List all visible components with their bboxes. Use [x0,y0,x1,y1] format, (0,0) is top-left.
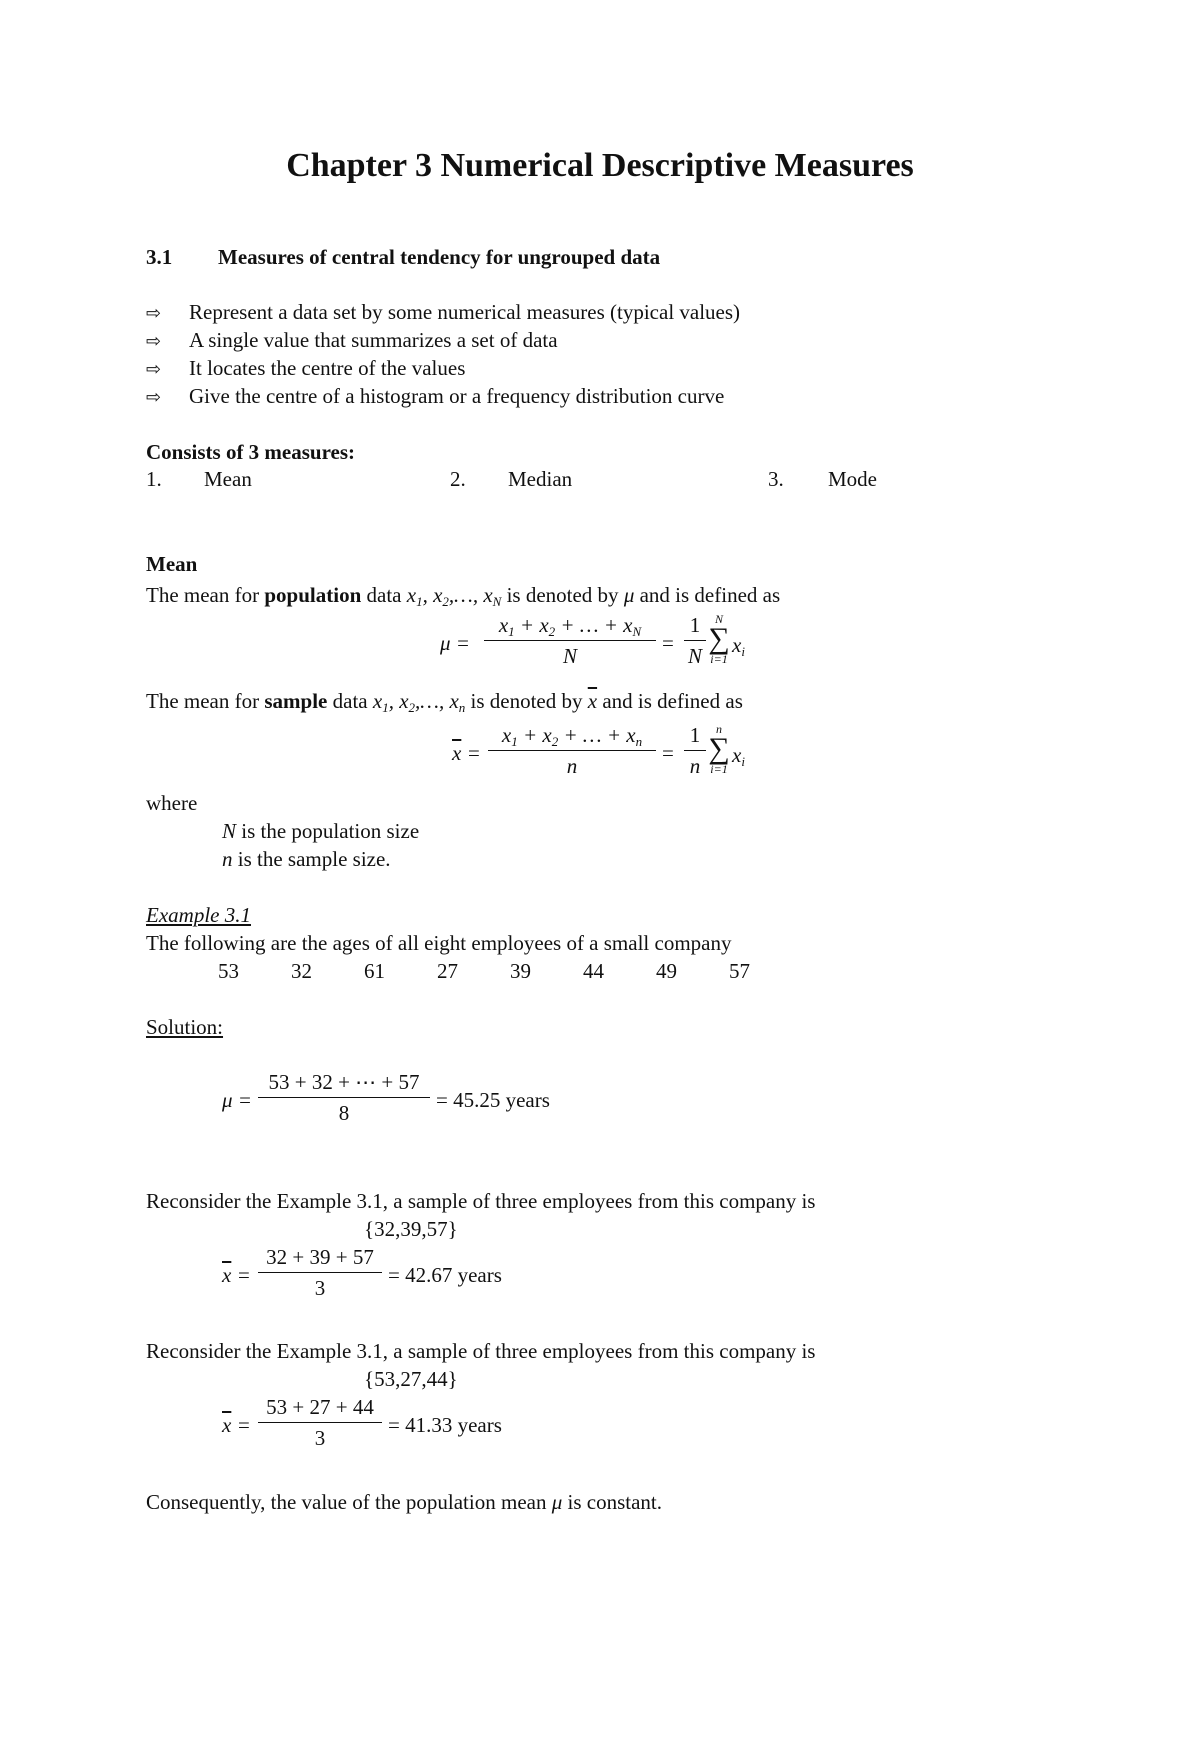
age-value: 44 [583,959,604,983]
mu-symbol: μ [551,1490,563,1514]
age-value: 39 [510,959,531,983]
age-value: 49 [656,959,677,983]
arrow-right-icon: ⇨ [146,303,162,324]
age-value: 32 [291,959,312,983]
population-example-result: = 45.25 years [436,1088,550,1112]
age-value: 57 [729,959,750,983]
section-heading: Measures of central tendency for ungrouped data [218,245,661,269]
summation-symbol: N ∑ i=1 [708,612,730,666]
example-label: Example 3.1 [146,903,251,927]
measure-num: 3. [768,467,784,491]
mu-symbol: μ = [440,631,470,655]
n-definition: n is the sample size. [222,847,391,871]
arrow-right-icon: ⇨ [146,387,162,408]
sample-variables: $x_1$, $x_2,\dots$, $x_n$ [372,689,466,715]
sample2-result: = 41.33 years [388,1413,502,1437]
mean-heading: Mean [146,552,198,576]
one-over-N: 1 N [684,613,706,668]
page-title: Chapter 3 Numerical Descriptive Measures [286,147,914,184]
sample-mean-fraction: $x_1 + x_2$ + … + $x_n$ n [488,723,656,778]
x-bar-symbol: $\overline{x}$ [587,689,598,713]
x-bar-symbol: $\overline{x}$ = [222,1413,251,1437]
sample-set: {32,39,57} [364,1217,458,1241]
xi-term: $x_i$ [732,743,745,769]
population-example-fraction: 53 + 32 + ⋯ + 57 8 [258,1070,430,1125]
measure-label: Mean [204,467,252,491]
bullet-item: ⇨ Give the centre of a histogram or a frequency distribution curve [146,383,724,411]
reconsider-text: Reconsider the Example 3.1, a sample of three employees from this company is [146,1189,816,1213]
ages-list [218,958,802,984]
age-value: 53 [218,959,239,983]
population-variables: $x_1$, $x_2,\dots$, $x_N$ [406,583,502,609]
bullet-item: ⇨ A single value that summarizes a set of data [146,327,558,355]
bullet-item: ⇨ It locates the centre of the values [146,355,465,383]
summation-symbol: n ∑ i=1 [708,722,730,776]
population-mean-text: The mean for population data $x_1$, $x_2,\dots$, $x_N$ is denoted by μ and is defined as [146,583,781,609]
x-bar-symbol: $\overline{x}$ = [222,1263,251,1287]
sample-set: {53,27,44} [364,1367,458,1391]
one-over-n: 1 n [684,723,706,778]
conclusion-text: Consequently, the value of the population mean μ is constant. [146,1490,663,1514]
measure-num: 1. [146,467,162,491]
sample1-result: = 42.67 years [388,1263,502,1287]
measure-label: Median [508,467,573,491]
equals-sign: = [662,631,674,655]
arrow-right-icon: ⇨ [146,359,162,380]
measures-heading: Consists of 3 measures: [146,440,356,464]
section-number: 3.1 [146,245,173,269]
x-bar-symbol: $\overline{x}$ = [452,741,481,765]
xi-term: $x_i$ [732,633,745,659]
N-definition: N is the population size [222,819,420,843]
population-mean-fraction: $x_1 + x_2$ + … + $x_N$ N [484,613,656,668]
age-value: 61 [364,959,385,983]
arrow-right-icon: ⇨ [146,331,162,352]
bullet-item: ⇨ Represent a data set by some numerical measures (typical values) [146,299,740,327]
mu-symbol: μ = [222,1088,252,1112]
mu-symbol: μ [623,583,635,607]
sample2-fraction: 53 + 27 + 44 3 [258,1395,382,1450]
example-text: The following are the ages of all eight employees of a small company [146,931,732,955]
sample1-fraction: 32 + 39 + 57 3 [258,1245,382,1300]
equals-sign: = [662,741,674,765]
sample-mean-text: The mean for sample data $x_1$, $x_2,\dots$, $x_n$ is denoted by $\overline{x}$ and is defined as [146,689,743,715]
measure-label: Mode [828,467,877,491]
measure-num: 2. [450,467,466,491]
where-label: where [146,791,198,815]
reconsider-text: Reconsider the Example 3.1, a sample of three employees from this company is [146,1339,816,1363]
solution-label: Solution: [146,1015,224,1039]
age-value: 27 [437,959,458,983]
